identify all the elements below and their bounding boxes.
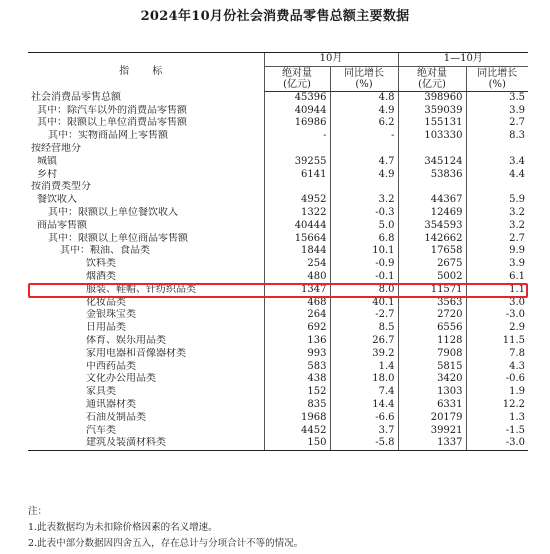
oct-abs-value: 993 <box>264 348 330 361</box>
oct-abs-value: 468 <box>264 297 330 310</box>
oct-yoy-value: 3.7 <box>330 425 398 438</box>
oct-abs-value: - <box>264 130 330 143</box>
table-row <box>28 425 528 438</box>
ytd-yoy-value: 3.9 <box>466 258 528 271</box>
row-label: 中西药品类 <box>86 360 136 372</box>
oct-yoy-value: 4.9 <box>330 169 398 182</box>
table-row <box>28 361 528 374</box>
ytd-yoy-value: 4.3 <box>466 361 528 374</box>
oct-abs-value: 150 <box>264 437 330 450</box>
ytd-abs-value: 1303 <box>398 386 466 399</box>
ytd-yoy-value: 1.3 <box>466 412 528 425</box>
ytd-abs-value <box>398 181 466 194</box>
oct-yoy-value <box>330 181 398 194</box>
oct-abs-value: 692 <box>264 322 330 335</box>
row-label: 其中：限额以上单位餐饮收入 <box>48 206 178 218</box>
ytd-abs-value: 1337 <box>398 437 466 450</box>
ytd-abs-value: 6331 <box>398 399 466 412</box>
oct-yoy-value: 39.2 <box>330 348 398 361</box>
oct-abs-value: 438 <box>264 373 330 386</box>
row-label: 其中：除汽车以外的消费品零售额 <box>37 104 187 116</box>
ytd-abs-value: 39921 <box>398 425 466 438</box>
ytd-yoy-value: 1.1 <box>466 284 528 297</box>
ytd-yoy-value: 4.4 <box>466 169 528 182</box>
oct-abs-value: 45396 <box>264 91 330 104</box>
oct-abs-value: 254 <box>264 258 330 271</box>
ytd-abs-value: 3563 <box>398 297 466 310</box>
ytd-abs-value: 155131 <box>398 117 466 130</box>
table-row <box>28 322 528 335</box>
table-row <box>28 181 528 194</box>
oct-yoy-value: 5.0 <box>330 220 398 233</box>
row-label: 按消费类型分 <box>31 181 91 193</box>
row-label: 社会消费品零售总额 <box>31 91 121 103</box>
ytd-yoy-value: 2.9 <box>466 322 528 335</box>
table-row <box>28 105 528 118</box>
oct-yoy-header: 同比增长 (%) <box>330 66 398 91</box>
table-row <box>28 117 528 130</box>
ytd-yoy-value: 1.9 <box>466 386 528 399</box>
oct-yoy-value: 4.9 <box>330 105 398 118</box>
oct-yoy-value: 6.2 <box>330 117 398 130</box>
table-body <box>28 91 528 450</box>
ytd-yoy-value: 11.5 <box>466 335 528 348</box>
oct-yoy-value: -2.7 <box>330 309 398 322</box>
ytd-group-header: 1—10月 <box>398 53 528 67</box>
ytd-yoy-value: 3.2 <box>466 207 528 220</box>
ytd-yoy-value: 2.7 <box>466 117 528 130</box>
table-row <box>28 143 528 156</box>
oct-abs-value: 40444 <box>264 220 330 233</box>
row-label: 通讯器材类 <box>86 398 136 410</box>
ytd-yoy-value: 5.9 <box>466 194 528 207</box>
ytd-abs-value: 5002 <box>398 271 466 284</box>
oct-yoy-value: 4.7 <box>330 156 398 169</box>
oct-abs-value: 40944 <box>264 105 330 118</box>
oct-abs-value: 1968 <box>264 412 330 425</box>
table-row <box>28 194 528 207</box>
ytd-yoy-value <box>466 143 528 156</box>
table-row <box>28 309 528 322</box>
ytd-abs-value: 7908 <box>398 348 466 361</box>
table-row <box>28 220 528 233</box>
ytd-yoy-value: 8.3 <box>466 130 528 143</box>
ytd-abs-header: 绝对量 (亿元) <box>398 66 466 91</box>
oct-abs-value: 4452 <box>264 425 330 438</box>
table-row <box>28 399 528 412</box>
ytd-yoy-value <box>466 181 528 194</box>
table-row <box>28 335 528 348</box>
ytd-yoy-header: 同比增长 (%) <box>466 66 528 91</box>
oct-yoy-value: 40.1 <box>330 297 398 310</box>
table-row <box>28 91 528 104</box>
ytd-yoy-value: -1.5 <box>466 425 528 438</box>
oct-abs-value: 15664 <box>264 233 330 246</box>
row-label: 烟酒类 <box>86 270 116 282</box>
table-row <box>28 233 528 246</box>
oct-abs-header: 绝对量 (亿元) <box>264 66 330 91</box>
oct-abs-value: 264 <box>264 309 330 322</box>
oct-abs-value: 1844 <box>264 245 330 258</box>
indicator-header: 指 标 <box>28 53 264 92</box>
oct-yoy-value: 8.5 <box>330 322 398 335</box>
table-row <box>28 130 528 143</box>
ytd-abs-value: 345124 <box>398 156 466 169</box>
oct-yoy-value: 7.4 <box>330 386 398 399</box>
row-label: 日用品类 <box>86 322 126 334</box>
ytd-yoy-value: 3.5 <box>466 91 528 104</box>
row-label: 乡村 <box>37 168 57 180</box>
row-label: 饮料类 <box>86 258 116 270</box>
oct-abs-value <box>264 143 330 156</box>
ytd-abs-value: 359039 <box>398 105 466 118</box>
ytd-yoy-value: 6.1 <box>466 271 528 284</box>
table-row <box>28 412 528 425</box>
footnote-label: 注： <box>28 506 48 517</box>
ytd-abs-value: 20179 <box>398 412 466 425</box>
ytd-abs-value: 5815 <box>398 361 466 374</box>
table-row <box>28 207 528 220</box>
ytd-abs-value: 11571 <box>398 284 466 297</box>
oct-abs-value: 16986 <box>264 117 330 130</box>
highlight-box <box>28 283 528 298</box>
ytd-abs-value: 6556 <box>398 322 466 335</box>
ytd-yoy-value: -0.6 <box>466 373 528 386</box>
row-label: 金银珠宝类 <box>86 309 136 321</box>
row-label: 文化办公用品类 <box>86 373 156 385</box>
ytd-abs-value: 12469 <box>398 207 466 220</box>
ytd-abs-value: 398960 <box>398 91 466 104</box>
oct-yoy-value: 8.0 <box>330 284 398 297</box>
oct-yoy-value: 26.7 <box>330 335 398 348</box>
ytd-yoy-value: 3.0 <box>466 297 528 310</box>
ytd-abs-value: 354593 <box>398 220 466 233</box>
row-label: 服装、鞋帽、针纺织品类 <box>86 283 196 295</box>
oct-abs-value: 583 <box>264 361 330 374</box>
table-row <box>28 348 528 361</box>
oct-abs-value: 39255 <box>264 156 330 169</box>
row-label: 化妆品类 <box>86 296 126 308</box>
ytd-abs-value: 1128 <box>398 335 466 348</box>
footnote-1: 1.此表数据均为未扣除价格因素的名义增速。 <box>28 522 218 533</box>
table-row <box>28 297 528 310</box>
oct-abs-value: 6141 <box>264 169 330 182</box>
oct-yoy-value: - <box>330 130 398 143</box>
row-label: 石油及制品类 <box>86 411 146 423</box>
ytd-yoy-value: 9.9 <box>466 245 528 258</box>
oct-yoy-value: -0.1 <box>330 271 398 284</box>
table-row <box>28 437 528 450</box>
oct-yoy-value: -6.6 <box>330 412 398 425</box>
table-row <box>28 386 528 399</box>
oct-abs-value: 1347 <box>264 284 330 297</box>
ytd-abs-value: 3420 <box>398 373 466 386</box>
oct-abs-value: 1322 <box>264 207 330 220</box>
footnotes <box>28 504 303 552</box>
oct-yoy-value: 4.8 <box>330 91 398 104</box>
oct-yoy-value: 18.0 <box>330 373 398 386</box>
row-label: 城镇 <box>37 155 57 167</box>
oct-abs-value: 4952 <box>264 194 330 207</box>
table-row <box>28 258 528 271</box>
oct-abs-value: 136 <box>264 335 330 348</box>
ytd-yoy-value: 12.2 <box>466 399 528 412</box>
ytd-abs-value: 2720 <box>398 309 466 322</box>
ytd-yoy-value: 7.8 <box>466 348 528 361</box>
oct-yoy-value <box>330 143 398 156</box>
table-row <box>28 156 528 169</box>
table-row <box>28 169 528 182</box>
ytd-yoy-value: 3.2 <box>466 220 528 233</box>
ytd-yoy-value: 3.9 <box>466 105 528 118</box>
footnote-2: 2.此表中部分数据因四舍五入，存在总计与分项合计不等的情况。 <box>28 538 304 549</box>
row-label: 按经营地分 <box>31 142 81 154</box>
row-label: 家具类 <box>86 386 116 398</box>
ytd-yoy-value: 3.4 <box>466 156 528 169</box>
oct-yoy-value: 6.8 <box>330 233 398 246</box>
ytd-abs-value: 103330 <box>398 130 466 143</box>
oct-yoy-value: -0.3 <box>330 207 398 220</box>
oct-yoy-value: -0.9 <box>330 258 398 271</box>
ytd-abs-value: 142662 <box>398 233 466 246</box>
table-row <box>28 373 528 386</box>
row-label: 其中：限额以上单位消费品零售额 <box>37 117 187 129</box>
table-row <box>28 271 528 284</box>
ytd-abs-value: 53836 <box>398 169 466 182</box>
oct-yoy-value: 3.2 <box>330 194 398 207</box>
row-label: 汽车类 <box>86 424 116 436</box>
ytd-abs-value: 2675 <box>398 258 466 271</box>
oct-yoy-value: 14.4 <box>330 399 398 412</box>
oct-abs-value: 835 <box>264 399 330 412</box>
row-label: 其中：限额以上单位商品零售额 <box>48 232 188 244</box>
row-label: 家用电器和音像器材类 <box>86 347 186 359</box>
ytd-yoy-value: -3.0 <box>466 309 528 322</box>
oct-abs-value: 480 <box>264 271 330 284</box>
ytd-abs-value: 44367 <box>398 194 466 207</box>
retail-sales-table <box>28 52 528 451</box>
ytd-yoy-value: -3.0 <box>466 437 528 450</box>
row-label: 其中：粮油、食品类 <box>60 245 150 257</box>
row-label: 其中：实物商品网上零售额 <box>48 130 168 142</box>
ytd-abs-value <box>398 143 466 156</box>
page-title: 2024年10月份社会消费品零售总额主要数据 <box>140 9 410 24</box>
oct-abs-value: 152 <box>264 386 330 399</box>
oct-yoy-value: 10.1 <box>330 245 398 258</box>
row-label: 餐饮收入 <box>37 194 77 206</box>
row-label: 建筑及装潢材料类 <box>28 437 264 450</box>
oct-abs-value <box>264 181 330 194</box>
table-row <box>28 245 528 258</box>
row-label: 商品零售额 <box>37 219 87 231</box>
october-group-header: 10月 <box>264 53 398 67</box>
oct-yoy-value: 1.4 <box>330 361 398 374</box>
ytd-yoy-value: 2.7 <box>466 233 528 246</box>
row-label: 体育、娱乐用品类 <box>86 334 166 346</box>
oct-yoy-value: -5.8 <box>330 437 398 450</box>
table-header <box>28 53 528 92</box>
ytd-abs-value: 17658 <box>398 245 466 258</box>
